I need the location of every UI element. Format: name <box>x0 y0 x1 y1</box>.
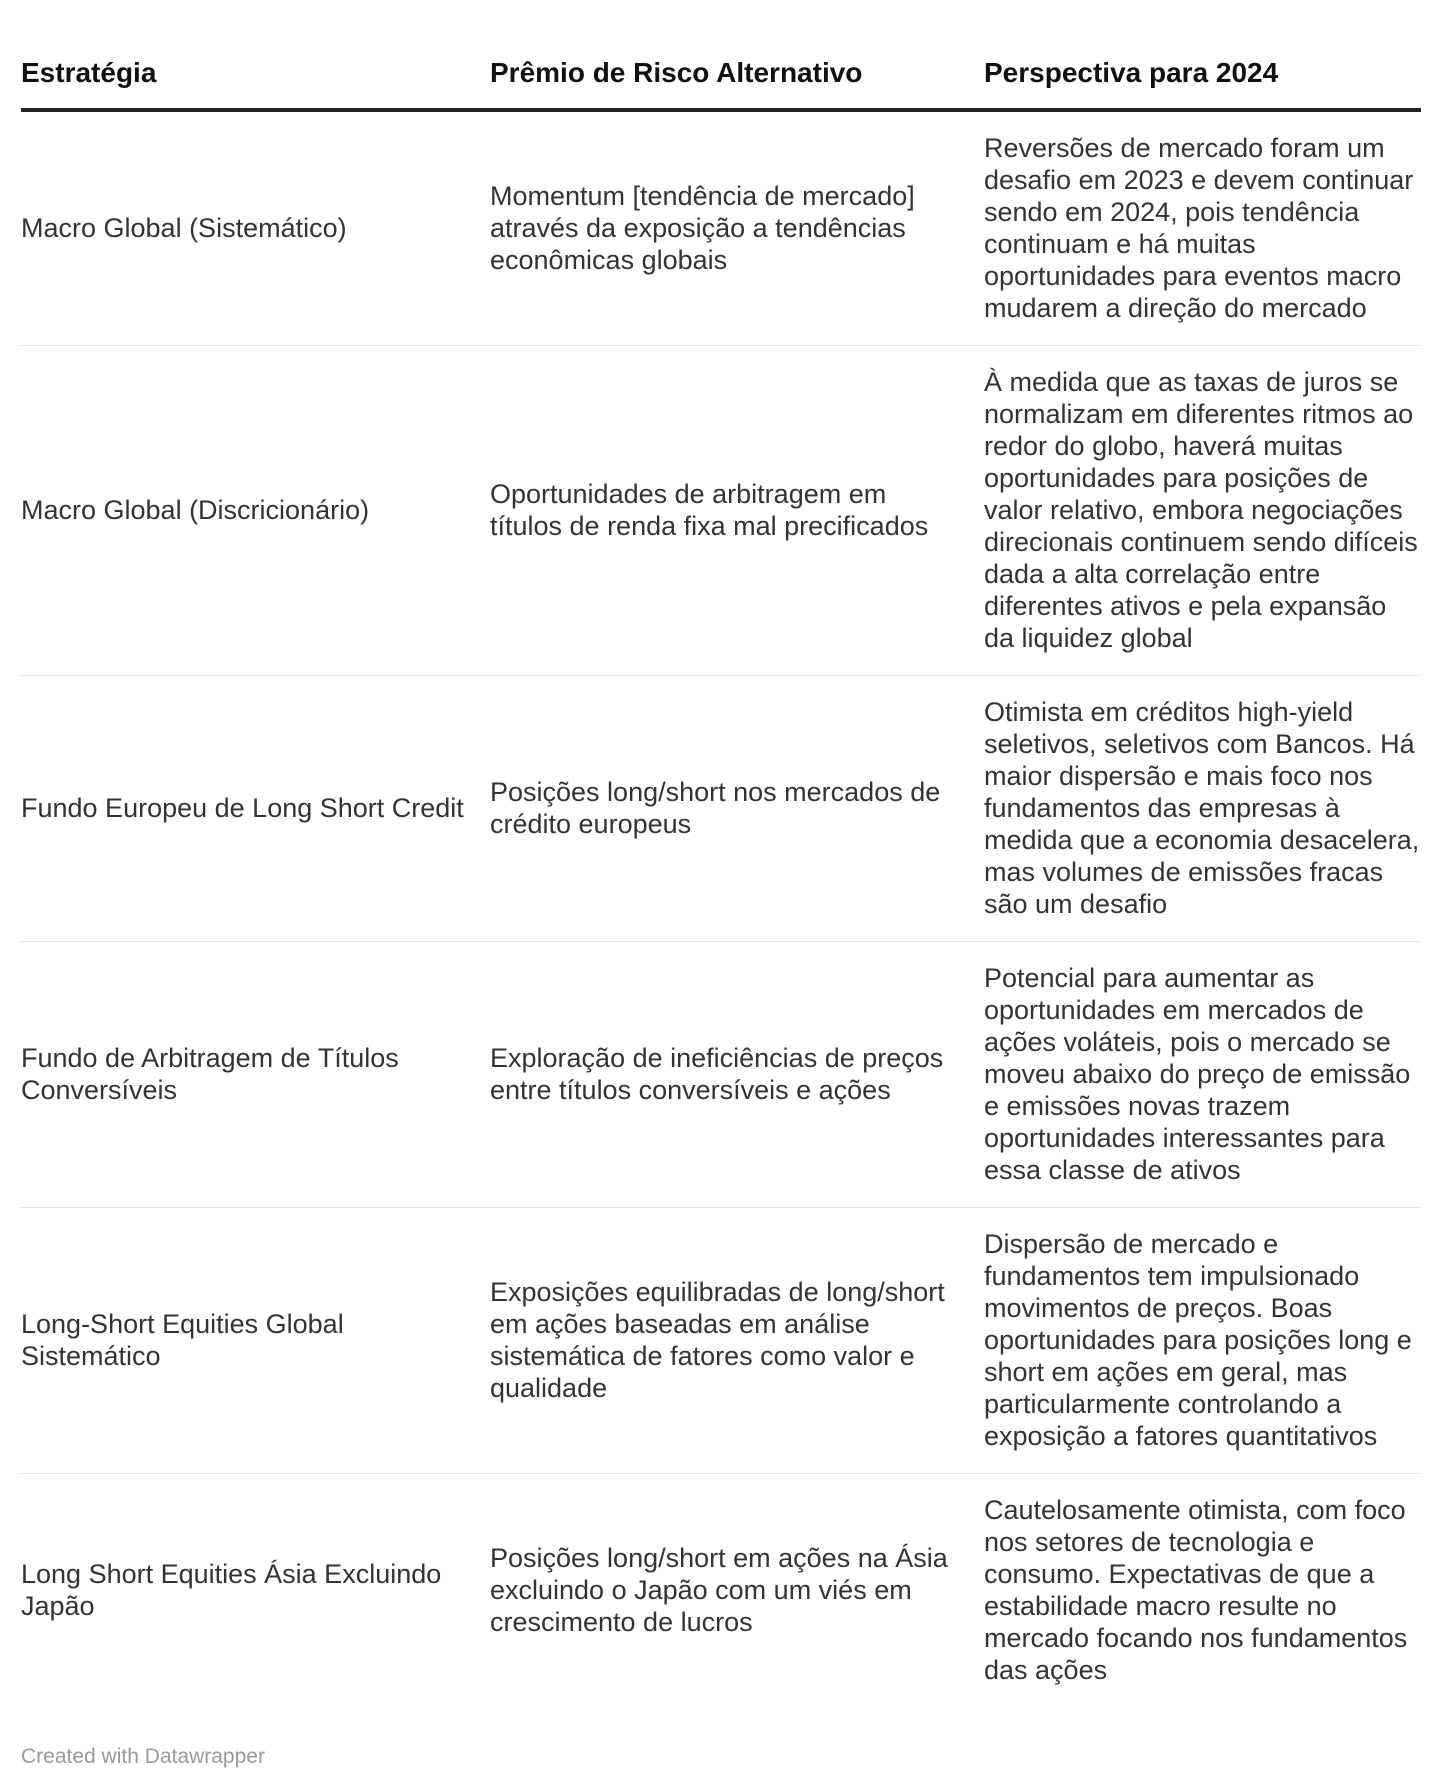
table-row <box>21 346 1421 676</box>
table-row <box>21 110 1421 346</box>
cell-outlook: Cautelosamente otimista, com foco nos setores de tecnologia e consumo. Expectativas de que a estabilidade macro resulte no mercado focando nos fundamentos das ações <box>984 1495 1408 1685</box>
table-row <box>21 1474 1421 1708</box>
data-table-container <box>21 40 1421 1707</box>
cell-outlook: Reversões de mercado foram um desafio em 2023 e devem continuar sendo em 2024, pois tendência continuam e há muitas oportunidades para eventos macro mudarem a direção do mercado <box>984 110 1421 346</box>
cell-strategy: Macro Global (Sistemático) <box>21 110 490 346</box>
cell-premium: Exposições equilibradas de long/short em ações baseadas em análise sistemática de fatores como valor e qualidade <box>490 1208 984 1474</box>
cell-premium: Exploração de ineficiências de preços entre títulos conversíveis e ações <box>490 942 984 1208</box>
cell-outlook: À medida que as taxas de juros se normalizam em diferentes ritmos ao redor do globo, haverá muitas oportunidades para posições de valor relativo, embora negociações direcionais continuem sendo difíceis dada a alta correlação entre diferentes ativos e pela expansão da liquidez global <box>984 346 1421 676</box>
cell-premium: Oportunidades de arbitragem em títulos de renda fixa mal precificados <box>490 346 984 676</box>
datawrapper-credit[interactable]: Created with Datawrapper <box>21 1745 265 1768</box>
cell-strategy: Macro Global (Discricionário) <box>21 346 490 676</box>
cell-premium: Posições long/short em ações na Ásia excluindo o Japão com um viés em crescimento de lucros <box>490 1543 948 1637</box>
header-premium[interactable]: Prêmio de Risco Alternativo <box>490 40 984 110</box>
cell-outlook: Dispersão de mercado e fundamentos tem impulsionado movimentos de preços. Boas oportunidades para posições long e short em ações em geral, mas particularmente controlando a exposição a fatores quantitativos <box>984 1208 1421 1474</box>
cell-strategy: Long-Short Equities Global Sistemático <box>21 1208 490 1474</box>
table-row <box>21 942 1421 1208</box>
cell-strategy: Fundo de Arbitragem de Títulos Conversíveis <box>21 942 490 1208</box>
table-header-row <box>21 40 1421 110</box>
table-row <box>21 1208 1421 1474</box>
cell-strategy: Fundo Europeu de Long Short Credit <box>21 676 490 942</box>
cell-strategy: Long Short Equities Ásia Excluindo Japão <box>21 1559 442 1621</box>
table-row <box>21 676 1421 942</box>
header-outlook[interactable]: Perspectiva para 2024 <box>984 40 1421 110</box>
cell-premium: Momentum [tendência de mercado] através da exposição a tendências econômicas globais <box>490 110 984 346</box>
cell-outlook: Otimista em créditos high-yield seletivos, seletivos com Bancos. Há maior dispersão e mais foco nos fundamentos das empresas à medida que a economia desacelera, mas volumes de emissões fracas são um desafio <box>984 676 1421 942</box>
strategy-outlook-table <box>21 40 1421 1707</box>
cell-outlook: Potencial para aumentar as oportunidades em mercados de ações voláteis, pois o mercado se moveu abaixo do preço de emissão e emissões novas trazem oportunidades interessantes para essa classe de ativos <box>984 942 1421 1208</box>
cell-premium: Posições long/short nos mercados de crédito europeus <box>490 676 984 942</box>
header-strategy[interactable]: Estratégia <box>21 40 490 110</box>
